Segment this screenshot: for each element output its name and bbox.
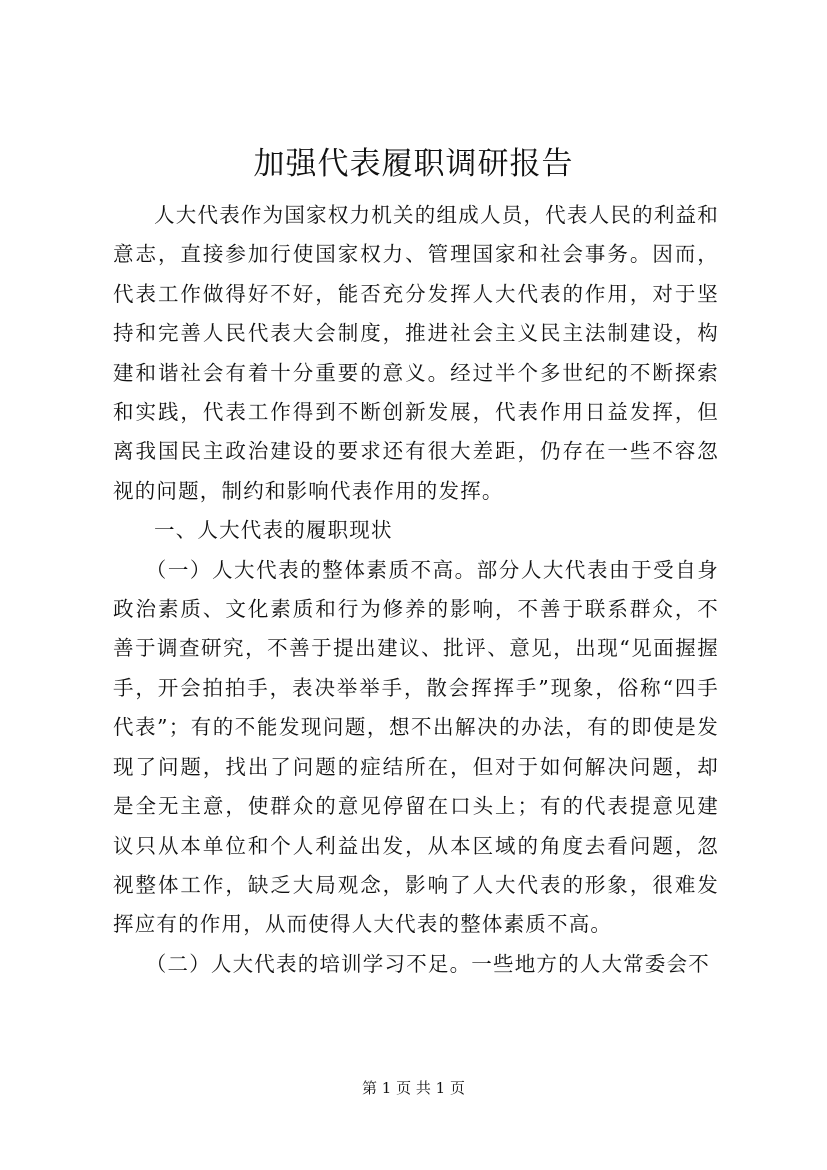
- section-heading: 一、人大代表的履职现状: [154, 518, 393, 543]
- document-body: [113, 196, 719, 984]
- subsection-paragraph-1: （一）人大代表的整体素质不高。部分人大代表由于受自身政治素质、文化素质和行为修养的影响，不善于联系群众，不善于调查研究，不善于提出建议、批评、意见，出现“见面握握手，开会拍拍手，表决举举手，散会挥挥手”现象，俗称“四手代表”；有的不能发现问题，想不出解决的办法，有的即使是发现了问题，找出了问题的症结所在，但对于如何解决问题，却是全无主意，使群众的意见停留在口头上；有的代表提意见建议只从本单位和个人利益出发，从本区域的角度去看问题，忽视整体工作，缺乏大局观念，影响了人大代表的形象，很难发挥应有的作用，从而使得人大代表的整体素质不高。: [113, 557, 719, 937]
- page-footer: 第 1 页 共 1 页: [362, 1079, 465, 1097]
- subsection-paragraph-2: （二）人大代表的培训学习不足。一些地方的人大常委会不: [145, 951, 710, 976]
- intro-paragraph: 人大代表作为国家权力机关的组成人员，代表人民的利益和意志，直接参加行使国家权力、管理国家和社会事务。因而，代表工作做得好不好，能否充分发挥人大代表的作用，对于坚持和完善人民代表大会制度，推进社会主义民主法制建设，构建和谐社会有着十分重要的意义。经过半个多世纪的不断探索和实践，代表工作得到不断创新发展，代表作用日益发挥，但离我国民主政治建设的要求还有很大差距，仍存在一些不容忽视的问题，制约和影响代表作用的发挥。: [113, 203, 719, 503]
- document-title: 加强代表履职调研报告: [253, 146, 574, 182]
